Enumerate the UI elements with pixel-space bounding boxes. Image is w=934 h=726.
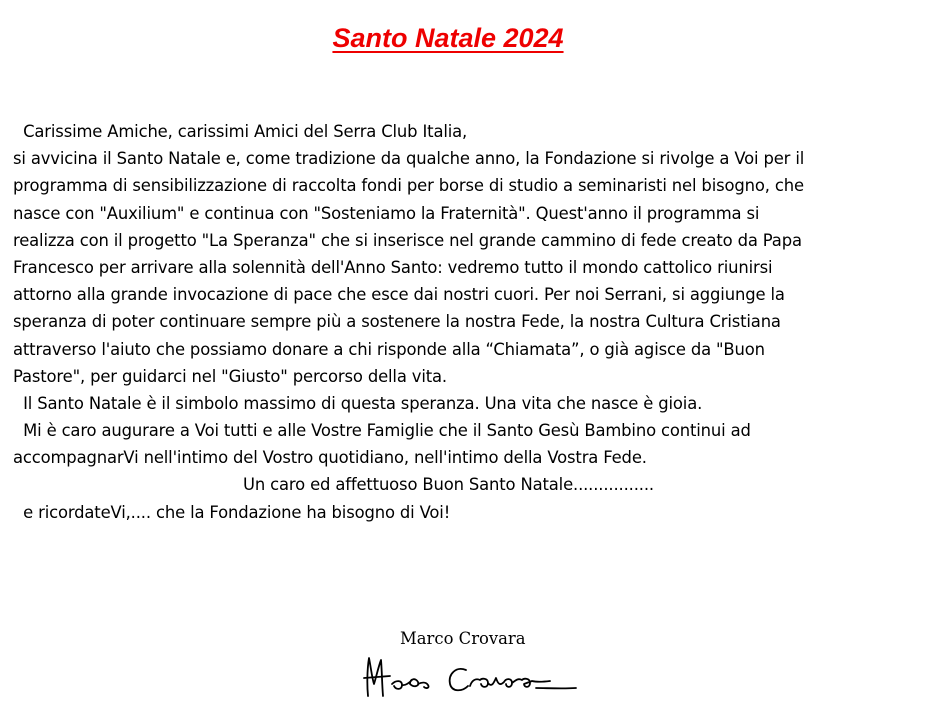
- signatory-name: Marco Crovara: [400, 629, 526, 648]
- document-title: Santo Natale 2024: [332, 23, 564, 53]
- letter-line: accompagnarVi nell'intimo del Vostro quotidiano, nell'intimo della Vostra Fede.: [13, 448, 647, 468]
- letter-line: nasce con "Auxilium" e continua con "Sosteniamo la Fraternità". Quest'anno il programma si: [13, 203, 760, 223]
- letter-line: attorno alla grande invocazione di pace che esce dai nostri cuori. Per noi Serrani, si aggiunge la: [13, 285, 785, 305]
- letter-line: si avvicina il Santo Natale e, come tradizione da qualche anno, la Fondazione si rivolge a Voi per il: [13, 149, 805, 169]
- letter-line: speranza di poter continuare sempre più a sostenere la nostra Fede, la nostra Cultura Cristiana: [13, 312, 781, 332]
- letter-line: Francesco per arrivare alla solennità dell'Anno Santo: vedremo tutto il mondo cattolico riunirsi: [13, 257, 773, 277]
- signature-block: [330, 624, 630, 724]
- letter-body: [13, 118, 928, 526]
- letter-line: programma di sensibilizzazione di raccolta fondi per borse di studio a seminaristi nel bisogno, che: [13, 176, 804, 196]
- letter-line: Il Santo Natale è il simbolo massimo di questa speranza. Una vita che nasce è gioia.: [13, 393, 703, 413]
- letter-line: Mi è caro augurare a Voi tutti e alle Vostre Famiglie che il Santo Gesù Bambino continui ad: [13, 421, 751, 441]
- greeting-line: Un caro ed affettuoso Buon Santo Natale................: [243, 475, 654, 495]
- letter-line: Pastore", per guidarci nel "Giusto" percorso della vita.: [13, 366, 447, 386]
- closing-line: e ricordateVi,.... che la Fondazione ha bisogno di Voi!: [13, 502, 451, 522]
- letter-line: realizza con il progetto "La Speranza" che si inserisce nel grande cammino di fede creato da Papa: [13, 230, 802, 250]
- letter-line: Carissime Amiche, carissimi Amici del Serra Club Italia,: [13, 122, 468, 141]
- handwritten-signature: [350, 648, 610, 724]
- letter-line: attraverso l'aiuto che possiamo donare a chi risponde alla “Chiamata”, o già agisce da "Buon: [13, 339, 765, 359]
